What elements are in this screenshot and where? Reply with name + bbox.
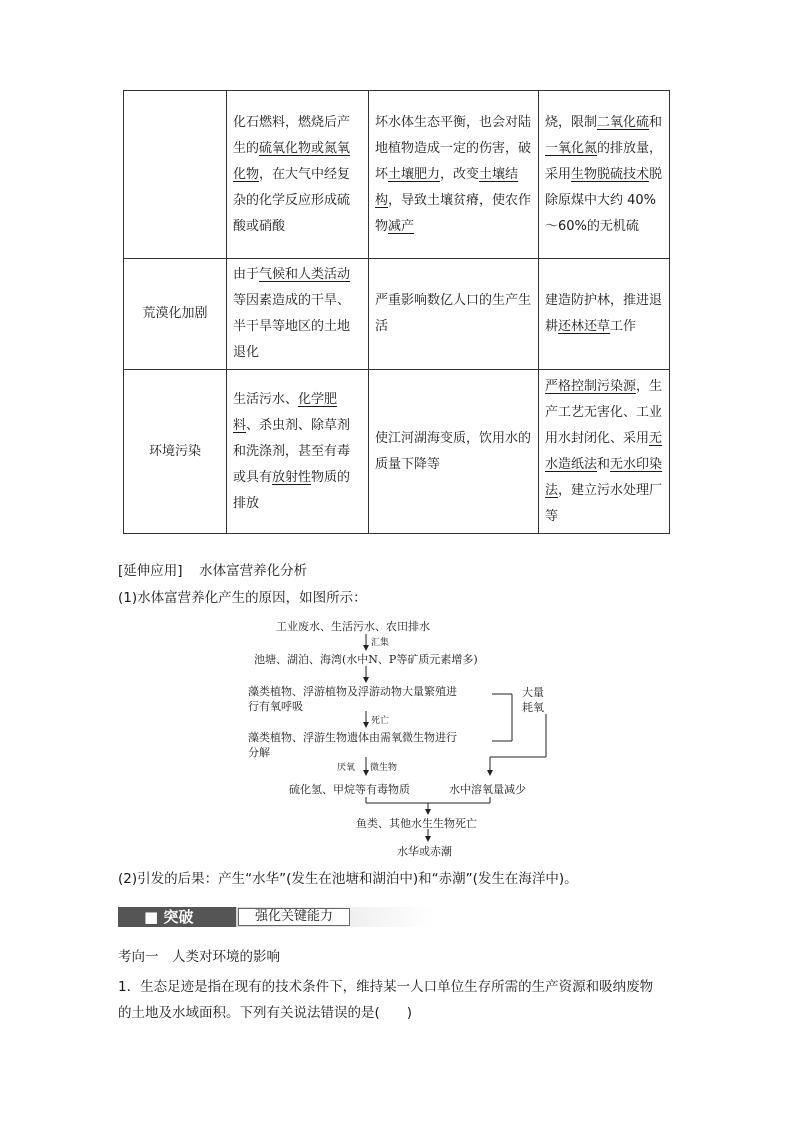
extend-p1: (1)水体富营养化产生的原因，如图所示：: [118, 590, 367, 606]
row-measure: 建造防护林，推进退耕还林还草工作: [539, 259, 670, 370]
extend-title: 水体富营养化分析: [199, 563, 308, 579]
flow-node-algae-bloom-1: 藻类植物、浮游植物及浮游动物大量繁殖进: [248, 685, 457, 698]
flow-node-sources: 工业废水、生活污水、农田排水: [276, 620, 430, 633]
flow-edge-death: 死亡: [371, 716, 390, 726]
flow-node-water-bodies: 池塘、湖泊、海湾(水中N、P等矿质元素增多): [254, 653, 478, 666]
flow-node-result: 水华或赤潮: [397, 845, 452, 858]
row-harm: 坏水体生态平衡，也会对陆地植物造成一定的伤害，破坏土壤肥力，改变土壤结构，导致土壤贫瘠，使农作物减产: [369, 91, 539, 259]
row-cause: 化石燃料，燃烧后产生的硫氧化物或氮氧化物，在大气中经复杂的化学反应形成硫酸或硝酸: [227, 91, 369, 259]
question-line-2: 的土地及水域面积。下列有关说法错误的是( ): [118, 1005, 413, 1021]
flow-node-decompose-1: 藻类植物、浮游生物遗体由需氧微生物进行: [248, 731, 457, 744]
row-cause: 由于气候和人类活动等因素造成的干旱、半干旱等地区的土地退化: [227, 259, 369, 370]
flow-node-decompose-2: 分解: [248, 746, 270, 759]
row-category: 环境污染: [124, 370, 227, 534]
flow-side-label-1: 大量: [522, 686, 544, 699]
row-harm: 严重影响数亿人口的生产生活: [369, 259, 539, 370]
flow-edge-anaerobic: 厌氧: [337, 763, 356, 773]
row-harm: 使江河湖海变质，饮用水的质量下降等: [369, 370, 539, 534]
flow-node-algae-bloom-2: 行有氧呼吸: [248, 700, 303, 713]
banner-title: 强化关键能力: [238, 908, 350, 926]
row-measure: 严格控制污染源，生产工艺无害化、工业用水封闭化、采用无水造纸法和无水印染法，建立污水处理厂等: [539, 370, 670, 534]
flow-side-label-2: 耗氧: [522, 701, 544, 714]
extend-tag: [延伸应用]: [118, 563, 183, 579]
question-line-1: 1．生态足迹是指在现有的技术条件下，维持某一人口单位生存所需的生产资源和吸纳废物: [118, 979, 654, 995]
question-direction: 考向一 人类对环境的影响: [118, 949, 280, 965]
row-measure: 烧，限制二氧化硫和一氧化氮的排放量，采用生物脱硫技术脱除原煤中大约 40%～60%的无机硫: [539, 91, 670, 259]
section-banner: [118, 905, 434, 929]
row-cause: 生活污水、化学肥料、杀虫剂、除草剂和洗涤剂，甚至有毒或具有放射性物质的排放: [227, 370, 369, 534]
flow-edge-collect: 汇集: [371, 638, 390, 648]
flow-node-death: 鱼类、其他水生生物死亡: [356, 817, 477, 830]
extend-p2: (2)引发的后果：产生“水华”(发生在池塘和湖泊中)和“赤潮”(发生在海洋中)。: [118, 871, 578, 887]
flow-edge-microbe: 微生物: [370, 763, 398, 773]
row-category: 荒漠化加剧: [124, 259, 227, 370]
flow-node-oxygen-drop: 水中溶氧量减少: [449, 783, 526, 796]
banner-tag: ■ 突破: [118, 907, 236, 927]
flow-node-toxic: 硫化氢、甲烷等有毒物质: [289, 783, 410, 796]
